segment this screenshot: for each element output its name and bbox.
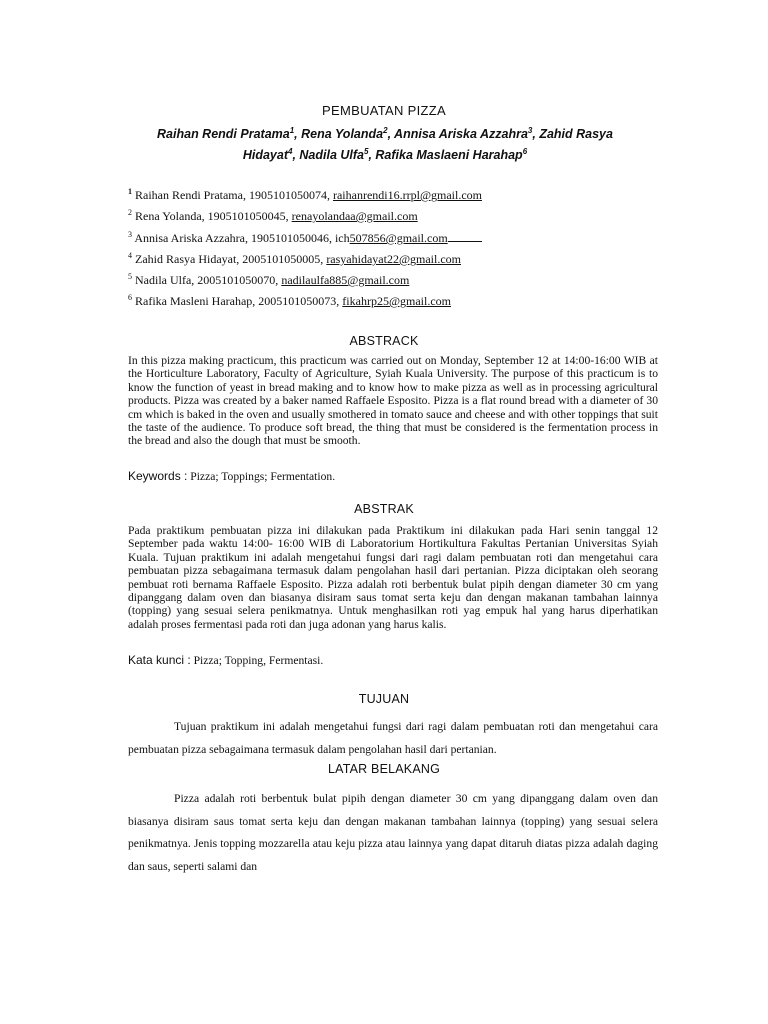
email-link[interactable]: raihanrendi16.rrpl@gmail.com xyxy=(332,188,482,202)
affiliation-text: Rafika Masleni Harahap, 2005101050073, xyxy=(135,294,343,308)
author-sep: , xyxy=(532,127,540,141)
keywords-label: Kata kunci : xyxy=(128,653,191,667)
author-line-2 xyxy=(140,145,630,166)
affiliation-item xyxy=(128,252,461,267)
author-sup: 2 xyxy=(383,125,388,135)
author-name: Hidayat xyxy=(242,148,288,162)
tujuan-body: Tujuan praktikum ini adalah mengetahui fungsi dari ragi dalam pembuatan roti dan mengetahui cara pembuatan pizza sebagaimana termasuk dalam pengolahan hasil dari pertanian. xyxy=(128,720,658,756)
underline-blank xyxy=(448,231,482,242)
keywords-value: Pizza; Toppings; Fermentation. xyxy=(187,470,336,483)
tujuan-heading: TUJUAN xyxy=(358,692,410,706)
author-name: Rafika Maslaeni Harahap xyxy=(375,148,523,162)
affiliation-text: Zahid Rasya Hidayat, 2005101050005, xyxy=(135,252,327,266)
affiliation-item xyxy=(128,273,409,288)
keywords-label: Keywords : xyxy=(128,469,188,483)
affiliation-text: Annisa Ariska Azzahra, 1905101050046, ich xyxy=(134,231,350,245)
affiliation-sup: 1 xyxy=(128,187,132,196)
author-name: Zahid Rasya xyxy=(539,127,613,141)
author-sup: 4 xyxy=(287,146,293,156)
author-line-1 xyxy=(140,124,630,145)
affiliation-text: Rena Yolanda, 1905101050045, xyxy=(135,209,292,223)
affiliation-sup: 3 xyxy=(128,230,132,239)
affiliation-item xyxy=(128,231,482,246)
keywords-value: Pizza; Topping, Fermentasi. xyxy=(190,654,324,667)
affiliation-item xyxy=(128,188,482,203)
author-name: Annisa Ariska Azzahra xyxy=(394,127,528,141)
author-name: Rena Yolanda xyxy=(301,127,384,141)
author-sup: 6 xyxy=(522,146,528,156)
author-name: Nadila Ulfa xyxy=(299,148,364,162)
latar-heading: LATAR BELAKANG xyxy=(327,762,441,776)
author-sep: , xyxy=(294,127,302,141)
affiliation-sup: 2 xyxy=(128,208,132,217)
author-sep: , xyxy=(292,148,300,162)
affiliation-item xyxy=(128,294,451,309)
email-link[interactable]: rasyahidayat22@gmail.com xyxy=(326,252,461,266)
affiliation-sup: 4 xyxy=(128,251,132,260)
affiliation-sup: 5 xyxy=(128,272,132,281)
abstract-id-heading: ABSTRAK xyxy=(354,502,414,516)
affiliation-text: Raihan Rendi Pratama, 1905101050074, xyxy=(135,188,333,202)
email-link[interactable]: renayolandaa@gmail.com xyxy=(291,209,418,223)
abstract-en-heading: ABSTRACK xyxy=(349,334,419,348)
affiliation-item xyxy=(128,209,418,224)
email-link[interactable]: nadilaulfa885@gmail.com xyxy=(281,273,410,287)
author-sup: 3 xyxy=(527,125,533,135)
author-list xyxy=(140,124,630,166)
keywords-id xyxy=(128,653,323,667)
latar-body: Pizza adalah roti berbentuk bulat pipih dengan diameter 30 cm yang dipanggang dalam oven dan biasanya disiram saus tomat serta keju dan dengan makanan tambahan lainnya (topping) yang sesuai selera penikmatnya. Jenis topping mozzarella atau keju pizza atau lainnya yang dapat ditaruh diatas pizza adalah daging dan saus, seperti salami dan xyxy=(128,792,658,873)
author-sep: , xyxy=(368,148,376,162)
paper-title: PEMBUATAN PIZZA xyxy=(322,103,446,118)
email-link[interactable]: 507856@gmail.com xyxy=(349,231,448,245)
author-sup: 1 xyxy=(289,125,295,135)
abstract-en-body: In this pizza making practicum, this practicum was carried out on Monday, September 12 at 14:00-16:00 WIB at the Horticulture Laboratory, Faculty of Agriculture, Syiah Kuala University. The purpose of this practicum is to know the function of yeast in bread making and to know how to make pizza as well as in processing agricultural products. Pizza was created by a baker named Raffaele Esposito. Pizza is a flat round bread with a diameter of 30 cm which is baked in the oven and usually smothered in tomato sauce and cheese and with other toppings that suit the taste of the audience. To produce soft bread, the thing that must be considered is the fermentation process in the bread and also the dough that must be smooth. xyxy=(128,354,658,448)
keywords-en xyxy=(128,469,335,483)
affiliation-text: Nadila Ulfa, 2005101050070, xyxy=(135,273,282,287)
author-sep: , xyxy=(387,127,395,141)
email-link[interactable]: fikahrp25@gmail.com xyxy=(342,294,451,308)
abstract-id-body: Pada praktikum pembuatan pizza ini dilakukan pada Praktikum ini dilakukan pada Hari senin tanggal 12 September pada waktu 14:00- 16:00 WIB di Laboratorium Hortikultura Fakultas Pertanian Universitas Syiah Kuala. Tujuan praktikum ini adalah mengetahui fungsi dari ragi dalam pembuatan roti dan mengetahui cara pembuatan pizza sebagaimana termasuk dalam pengolahan hasil dari pertanian. Pizza diciptakan oleh seorang pembuat roti bernama Raffaele Esposito. Pizza adalah roti berbentuk bulat pipih dengan diameter 30 cm yang dipanggang dalam oven dan biasanya disiram saus tomat serta keju dan dengan makanan tambahan lainnya (topping) yang sesuai selera penikmatnya. Untuk menghasilkan roti yag empuk hal yang harus diperhatikan adalah proses fermentasi pada roti dan juga adonan yang harus kalis. xyxy=(128,524,658,631)
author-name: Raihan Rendi Pratama xyxy=(157,127,290,141)
affiliation-sup: 6 xyxy=(128,293,132,302)
author-sup: 5 xyxy=(364,146,369,156)
